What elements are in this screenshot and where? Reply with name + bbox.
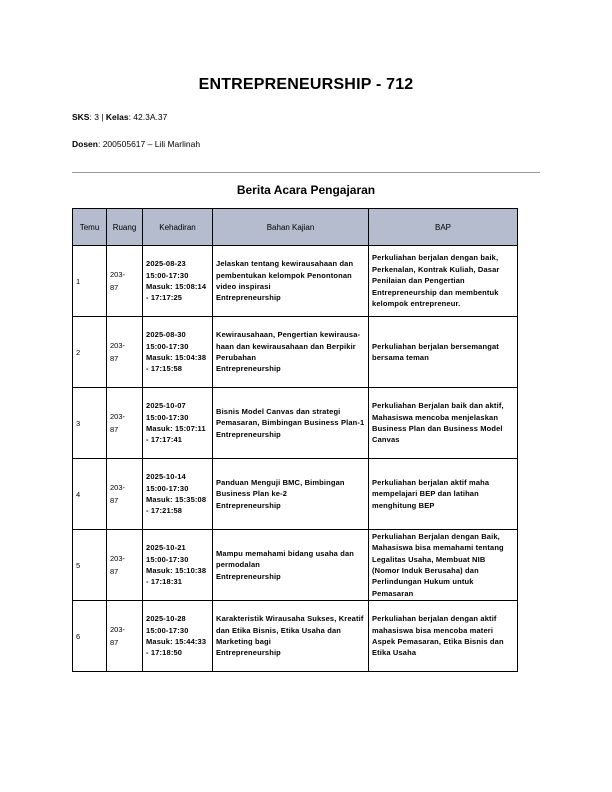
ruang-cell-line: 203- xyxy=(110,341,126,350)
bahan-kajian-cell-line: Mampu memahami bidang usaha dan xyxy=(216,548,355,558)
bahan-kajian-cell-line: Kewirausahaan, Pengertian kewirausa- xyxy=(216,330,361,340)
divider xyxy=(72,172,540,173)
bahan-kajian-cell xyxy=(213,459,369,530)
lecturer-info xyxy=(72,139,200,149)
kehadiran-cell-line: 15:00-17:30 xyxy=(146,625,189,635)
kehadiran-cell-line: Masuk: 15:08:14 xyxy=(146,282,207,291)
bahan-kajian-cell-line: Marketing bagi xyxy=(216,637,272,646)
bap-cell xyxy=(369,459,518,530)
bap-cell-line: kelompok entrepreneur. xyxy=(372,299,461,309)
bahan-kajian-cell-line: dan Etika Bisnis, Etika Usaha dan xyxy=(216,625,341,635)
table-row xyxy=(73,317,518,388)
ruang-cell-line: 203- xyxy=(110,270,126,279)
bahan-kajian-cell-line: Pemasaran, Bimbingan Business Plan-1 xyxy=(216,418,365,428)
bahan-kajian-cell-line: Karakteristik Wirausaha Sukses, Kreatif xyxy=(216,614,364,624)
dosen-label: Dosen xyxy=(72,139,98,149)
bahan-kajian-cell xyxy=(213,246,369,317)
kehadiran-cell-line: - 17:17:25 xyxy=(146,293,183,303)
bahan-kajian-cell xyxy=(213,388,369,459)
bahan-kajian-cell-line: Bisnis Model Canvas dan strategi xyxy=(216,406,341,416)
bap-cell xyxy=(369,388,518,459)
table-row xyxy=(73,530,518,601)
bap-cell-line: Etika Usaha xyxy=(372,648,417,658)
temu-cell: 2 xyxy=(73,317,107,388)
kehadiran-cell-line: - 17:18:31 xyxy=(146,577,183,587)
kehadiran-cell-line: 15:00-17:30 xyxy=(146,270,189,280)
bap-cell xyxy=(369,530,518,601)
bap-cell-line: Legalitas Usaha, Membuat NIB xyxy=(372,554,486,564)
bahan-kajian-cell-line: Jelaskan tentang kewirausahaan dan xyxy=(216,259,354,269)
ruang-cell-line: 87 xyxy=(110,283,119,292)
kelas-value: : 42.3A.37 xyxy=(128,112,168,122)
bahan-kajian-cell-line: permodalan xyxy=(216,560,261,570)
ruang-cell-line: 87 xyxy=(110,496,119,505)
kehadiran-cell-line: 2025-10-21 xyxy=(146,543,186,553)
bahan-kajian-cell-line: Entrepreneurship xyxy=(216,648,281,658)
bap-cell-line: Aspek Pemasaran, Etika Bisnis dan xyxy=(372,637,504,646)
ruang-cell xyxy=(107,530,143,601)
header-bap: BAP xyxy=(369,209,518,246)
dosen-value: : 200505617 – Lili Marlinah xyxy=(97,139,201,149)
teaching-log-table xyxy=(72,208,518,672)
kehadiran-cell xyxy=(143,601,213,672)
bahan-kajian-cell xyxy=(213,530,369,601)
header-bahan-kajian: Bahan Kajian xyxy=(213,209,369,246)
kehadiran-cell-line: 2025-10-28 xyxy=(146,614,186,624)
bap-cell-line: menghitung BEP xyxy=(372,500,435,510)
ruang-cell-line: 87 xyxy=(110,567,119,576)
ruang-cell-line: 203- xyxy=(110,412,126,421)
kehadiran-cell-line: - 17:18:50 xyxy=(146,648,183,658)
bahan-kajian-cell-line: Entrepreneurship xyxy=(216,293,281,303)
bap-cell-line: Perkuliahan berjalan dengan aktif xyxy=(372,614,497,624)
kehadiran-cell-line: - 17:15:58 xyxy=(146,364,183,374)
bap-cell-line: Pemasaran xyxy=(372,588,414,598)
bap-cell-line: Mahasiswa mencoba menjelaskan xyxy=(372,412,499,422)
ruang-cell-line: 203- xyxy=(110,483,126,492)
bahan-kajian-cell-line: pembentukan kelompok Penontonan xyxy=(216,270,352,280)
table-row xyxy=(73,601,518,672)
ruang-cell xyxy=(107,459,143,530)
page-title: ENTREPRENEURSHIP - 712 xyxy=(198,76,414,93)
kehadiran-cell-line: 15:00-17:30 xyxy=(146,483,189,493)
bap-cell-line: Penilaian dan Pengertian xyxy=(372,276,465,286)
kehadiran-cell-line: 2025-08-23 xyxy=(146,259,186,269)
kehadiran-cell-line: Masuk: 15:10:38 xyxy=(146,566,207,575)
section-title: Berita Acara Pengajaran xyxy=(236,183,376,197)
kehadiran-cell-line: 2025-10-14 xyxy=(146,472,186,482)
ruang-cell xyxy=(107,246,143,317)
kehadiran-cell-line: 2025-10-07 xyxy=(146,401,186,411)
kelas-label: Kelas xyxy=(105,112,129,122)
bap-cell-line: Perkuliahan berjalan aktif maha xyxy=(372,477,490,487)
temu-cell: 6 xyxy=(73,601,107,672)
kehadiran-cell-line: - 17:17:41 xyxy=(146,435,183,445)
bap-cell xyxy=(369,246,518,317)
sks-value: : 3 | xyxy=(89,112,104,122)
bap-cell-line: Perkuliahan Berjalan dengan Baik, xyxy=(372,531,500,541)
bahan-kajian-cell-line: Business Plan ke-2 xyxy=(216,489,288,499)
bap-cell-line: Entrepreneurship dan membentuk xyxy=(372,287,499,297)
ruang-cell-line: 87 xyxy=(110,425,119,434)
kehadiran-cell-line: 15:00-17:30 xyxy=(146,412,189,422)
table-row xyxy=(73,388,518,459)
header-ruang: Ruang xyxy=(107,209,143,246)
table-row xyxy=(73,459,518,530)
kehadiran-cell xyxy=(143,530,213,601)
kehadiran-cell-line: 2025-08-30 xyxy=(146,330,186,340)
ruang-cell-line: 203- xyxy=(110,554,126,563)
kehadiran-cell-line: Masuk: 15:44:33 xyxy=(146,637,207,646)
bahan-kajian-cell-line: Entrepreneurship xyxy=(216,429,281,439)
bap-cell xyxy=(369,317,518,388)
bahan-kajian-cell xyxy=(213,601,369,672)
bap-cell-line: bersama teman xyxy=(372,353,429,362)
table-row xyxy=(73,246,518,317)
ruang-cell-line: 87 xyxy=(110,354,119,363)
bap-cell-line: Canvas xyxy=(372,435,400,445)
bap-cell-line: mahasiswa bisa mencoba materi xyxy=(372,625,494,635)
ruang-cell-line: 203- xyxy=(110,625,126,634)
bahan-kajian-cell-line: Entrepreneurship xyxy=(216,571,281,581)
sks-label: SKS xyxy=(72,112,90,122)
kehadiran-cell-line: Masuk: 15:07:11 xyxy=(146,424,206,433)
bahan-kajian-cell-line: Perubahan xyxy=(216,353,257,362)
kehadiran-cell-line: - 17:21:58 xyxy=(146,506,183,516)
ruang-cell-line: 87 xyxy=(110,638,119,647)
table-body xyxy=(73,246,518,672)
bahan-kajian-cell xyxy=(213,317,369,388)
temu-cell: 5 xyxy=(73,530,107,601)
bap-cell-line: Perkuliahan berjalan dengan baik, xyxy=(372,253,499,263)
bahan-kajian-cell-line: Entrepreneurship xyxy=(216,500,281,510)
header-kehadiran: Kehadiran xyxy=(143,209,213,246)
bap-cell-line: (Nomor Induk Berusaha) dan xyxy=(372,566,479,575)
bap-cell-line: Business Plan dan Business Model xyxy=(372,424,503,433)
bap-cell-line: mempelajari BEP dan latihan xyxy=(372,489,479,499)
kehadiran-cell-line: 15:00-17:30 xyxy=(146,341,189,351)
ruang-cell xyxy=(107,317,143,388)
kehadiran-cell-line: Masuk: 15:35:08 xyxy=(146,495,207,504)
bap-cell-line: Perkuliahan Berjalan baik dan aktif, xyxy=(372,401,504,411)
bahan-kajian-cell-line: haan dan kewirausahaan dan Berpikir xyxy=(216,341,356,351)
bap-cell xyxy=(369,601,518,672)
kehadiran-cell-line: Masuk: 15:04:38 xyxy=(146,353,207,362)
bahan-kajian-cell-line: Entrepreneurship xyxy=(216,364,281,374)
header-temu: Temu xyxy=(73,209,107,246)
temu-cell: 3 xyxy=(73,388,107,459)
bap-cell-line: Perkuliahan berjalan bersemangat xyxy=(372,341,499,351)
temu-cell: 1 xyxy=(73,246,107,317)
ruang-cell xyxy=(107,601,143,672)
kehadiran-cell xyxy=(143,388,213,459)
kehadiran-cell-line: 15:00-17:30 xyxy=(146,554,189,564)
kehadiran-cell xyxy=(143,459,213,530)
table-header-row xyxy=(73,209,518,246)
bap-cell-line: Perkenalan, Kontrak Kuliah, Dasar xyxy=(372,264,500,274)
bap-cell-line: Mahasiswa bisa memahami tentang xyxy=(372,543,504,553)
bahan-kajian-cell-line: video inspirasi xyxy=(216,282,271,291)
ruang-cell xyxy=(107,388,143,459)
kehadiran-cell xyxy=(143,317,213,388)
temu-cell: 4 xyxy=(73,459,107,530)
kehadiran-cell xyxy=(143,246,213,317)
bap-cell-line: Perlindungan Hukum untuk xyxy=(372,577,474,587)
course-info xyxy=(72,112,167,122)
bahan-kajian-cell-line: Panduan Menguji BMC, Bimbingan xyxy=(216,477,345,487)
